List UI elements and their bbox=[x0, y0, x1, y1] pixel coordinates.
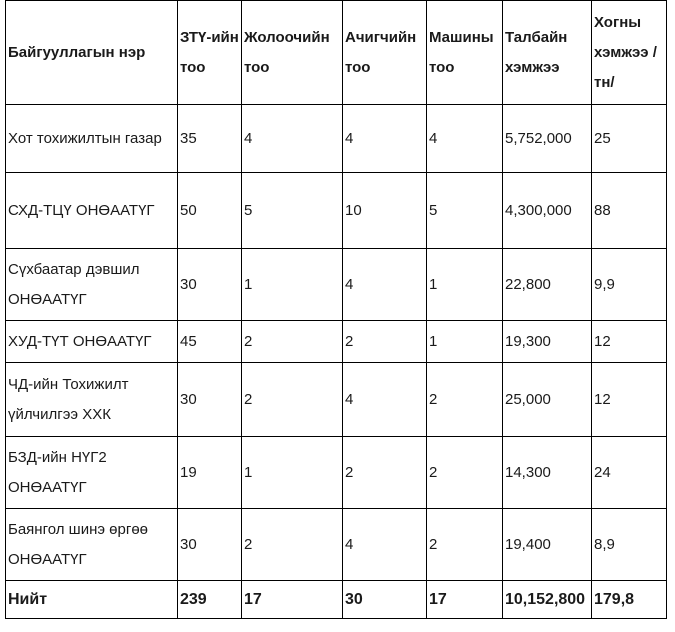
table-header-row bbox=[6, 1, 667, 105]
cell-area: 22,800 bbox=[503, 249, 592, 321]
cell-loaders: 4 bbox=[343, 105, 427, 173]
cell-vehicles: 1 bbox=[427, 321, 503, 363]
cell-organization-name: Баянгол шинэ өргөө ОНӨААТҮГ bbox=[6, 509, 178, 581]
cell-waste: 25 bbox=[592, 105, 667, 173]
table-row bbox=[6, 437, 667, 509]
cell-organization-name: Сүхбаатар дэвшил ОНӨААТҮГ bbox=[6, 249, 178, 321]
cell-loaders: 10 bbox=[343, 173, 427, 249]
cell-drivers: 1 bbox=[242, 437, 343, 509]
cell-area: 19,400 bbox=[503, 509, 592, 581]
cell-stations: 50 bbox=[178, 173, 242, 249]
total-label: Нийт bbox=[6, 581, 178, 619]
header-waste-amount: Хогны хэмжээ /тн/ bbox=[592, 1, 667, 105]
table-row bbox=[6, 321, 667, 363]
cell-drivers: 5 bbox=[242, 173, 343, 249]
header-organization-name: Байгууллагын нэр bbox=[6, 1, 178, 105]
total-waste: 179,8 bbox=[592, 581, 667, 619]
header-vehicles-count: Машины тоо bbox=[427, 1, 503, 105]
cell-loaders: 2 bbox=[343, 437, 427, 509]
table-row bbox=[6, 509, 667, 581]
cell-vehicles: 1 bbox=[427, 249, 503, 321]
cell-stations: 45 bbox=[178, 321, 242, 363]
cell-loaders: 4 bbox=[343, 509, 427, 581]
cell-organization-name: ЧД-ийн Тохижилт үйлчилгээ ХХК bbox=[6, 363, 178, 437]
cell-stations: 30 bbox=[178, 249, 242, 321]
cell-waste: 88 bbox=[592, 173, 667, 249]
cell-drivers: 2 bbox=[242, 363, 343, 437]
cell-loaders: 4 bbox=[343, 363, 427, 437]
cell-area: 5,752,000 bbox=[503, 105, 592, 173]
cell-organization-name: БЗД-ийн НҮГ2 ОНӨААТҮГ bbox=[6, 437, 178, 509]
cell-vehicles: 2 bbox=[427, 437, 503, 509]
cell-vehicles: 2 bbox=[427, 509, 503, 581]
organizations-table bbox=[5, 0, 667, 619]
total-loaders: 30 bbox=[343, 581, 427, 619]
cell-waste: 24 bbox=[592, 437, 667, 509]
header-area-size: Талбайн хэмжээ bbox=[503, 1, 592, 105]
cell-vehicles: 5 bbox=[427, 173, 503, 249]
table-row bbox=[6, 363, 667, 437]
cell-drivers: 2 bbox=[242, 321, 343, 363]
cell-stations: 30 bbox=[178, 363, 242, 437]
cell-area: 14,300 bbox=[503, 437, 592, 509]
cell-area: 19,300 bbox=[503, 321, 592, 363]
cell-area: 4,300,000 bbox=[503, 173, 592, 249]
header-loaders-count: Ачигчийн тоо bbox=[343, 1, 427, 105]
cell-vehicles: 4 bbox=[427, 105, 503, 173]
cell-vehicles: 2 bbox=[427, 363, 503, 437]
cell-drivers: 4 bbox=[242, 105, 343, 173]
cell-stations: 19 bbox=[178, 437, 242, 509]
cell-waste: 8,9 bbox=[592, 509, 667, 581]
cell-waste: 12 bbox=[592, 363, 667, 437]
cell-area: 25,000 bbox=[503, 363, 592, 437]
header-stations-count: ЗТҮ-ийн тоо bbox=[178, 1, 242, 105]
cell-organization-name: Хот тохижилтын газар bbox=[6, 105, 178, 173]
cell-loaders: 4 bbox=[343, 249, 427, 321]
cell-stations: 35 bbox=[178, 105, 242, 173]
total-area: 10,152,800 bbox=[503, 581, 592, 619]
table-row bbox=[6, 249, 667, 321]
header-drivers-count: Жолоочийн тоо bbox=[242, 1, 343, 105]
cell-waste: 9,9 bbox=[592, 249, 667, 321]
total-stations: 239 bbox=[178, 581, 242, 619]
cell-stations: 30 bbox=[178, 509, 242, 581]
total-vehicles: 17 bbox=[427, 581, 503, 619]
cell-waste: 12 bbox=[592, 321, 667, 363]
cell-drivers: 1 bbox=[242, 249, 343, 321]
cell-drivers: 2 bbox=[242, 509, 343, 581]
cell-organization-name: СХД-ТЦҮ ОНӨААТҮГ bbox=[6, 173, 178, 249]
table-total-row bbox=[6, 581, 667, 619]
cell-loaders: 2 bbox=[343, 321, 427, 363]
table-row bbox=[6, 105, 667, 173]
total-drivers: 17 bbox=[242, 581, 343, 619]
table-row bbox=[6, 173, 667, 249]
cell-organization-name: ХУД-ТҮТ ОНӨААТҮГ bbox=[6, 321, 178, 363]
